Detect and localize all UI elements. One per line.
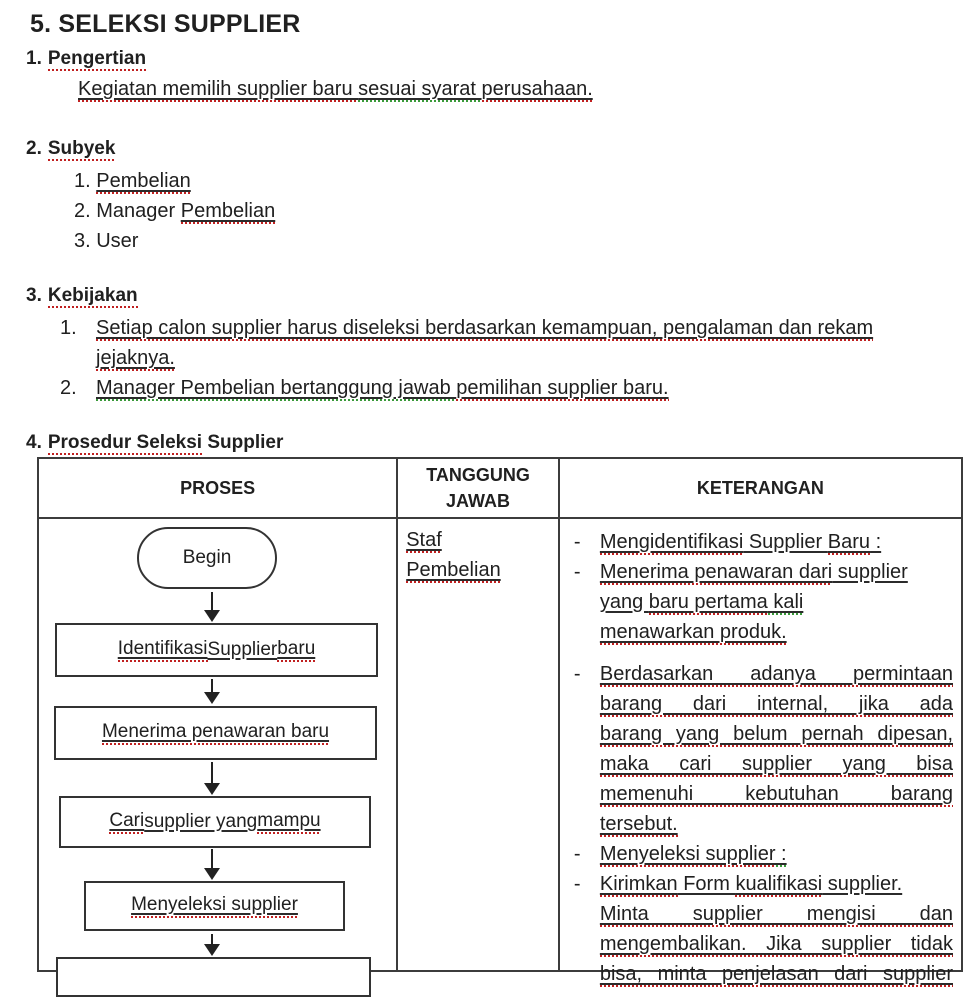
bullet-line: mengembalikan. Jika supplier tidak <box>599 933 953 955</box>
subyek-item: 1. Pembelian <box>74 170 191 192</box>
keterangan-cell <box>558 519 961 985</box>
flow-arrow <box>211 849 213 868</box>
keterangan-bullet <box>574 557 953 647</box>
bullet-line: yang baru pertama kali <box>599 591 804 613</box>
bullet-line: Mengidentifikasi Supplier Baru : <box>599 531 882 553</box>
bullet-line: Kirimkan Form kualifikasi supplier. <box>599 873 903 895</box>
section-heading-prosedur <box>26 432 283 454</box>
bullet-marker: - <box>573 873 581 895</box>
document-title: 5. SELEKSI SUPPLIER <box>30 10 301 38</box>
keterangan-bullet <box>574 869 953 989</box>
column-header-tanggung-jawab: TANGGUNG JAWAB <box>396 459 558 517</box>
bullet-line: tersebut. <box>599 813 678 835</box>
flow-terminator-begin: Begin <box>137 527 277 589</box>
pengertian-body: Kegiatan memilih supplier baru sesuai syarat perusahaan. <box>78 78 593 100</box>
flow-process-identifikasi-supplier-baru: Identifikasi Supplier baru <box>55 623 378 677</box>
procedure-table <box>37 457 963 985</box>
flow-process-cari-supplier-yang-mampu: Cari supplier yang mampu <box>59 796 371 848</box>
keterangan-bullet <box>574 527 953 557</box>
column-header-keterangan: KETERANGAN <box>558 459 961 517</box>
tanggung-jawab-cell <box>396 519 558 970</box>
bullet-line: maka cari supplier yang bisa <box>599 753 953 775</box>
bullet-marker: - <box>573 843 581 865</box>
kebijakan-list <box>60 313 873 403</box>
subyek-item: 3. User <box>74 230 139 252</box>
section-number: 2. <box>26 138 42 159</box>
subyek-item: 2. Manager Pembelian <box>74 200 276 222</box>
subyek-list <box>74 166 275 256</box>
bullet-marker: - <box>573 531 581 553</box>
keterangan-bullet <box>574 839 953 869</box>
flow-arrow <box>211 762 213 783</box>
item-number: 1. <box>60 317 77 339</box>
bullet-line: Menerima penawaran dari supplier <box>599 561 908 583</box>
section-number: 3. <box>26 285 42 306</box>
bullet-line: memenuhi kebutuhan barang <box>599 783 953 805</box>
flow-process-partial <box>56 957 371 997</box>
flow-process-menerima-penawaran-baru: Menerima penawaran baru <box>54 706 377 760</box>
flow-arrow <box>211 934 213 944</box>
flow-arrow <box>211 679 213 692</box>
bullet-line: bisa, minta penjelasan dari supplier <box>599 963 953 985</box>
section-heading-kebijakan <box>26 285 138 307</box>
section-label: Subyek <box>47 138 116 159</box>
section-heading-pengertian <box>26 48 146 70</box>
section-heading-subyek <box>26 138 115 160</box>
column-header-proses: PROSES <box>180 478 256 498</box>
keterangan-bullet <box>574 659 953 839</box>
bullet-line: Menyeleksi supplier : <box>599 843 787 865</box>
kebijakan-item-line: jejaknya. <box>96 347 175 369</box>
bullet-line: Minta supplier mengisi dan <box>599 903 953 925</box>
flow-process-menyeleksi-supplier: Menyeleksi supplier <box>84 881 345 931</box>
kebijakan-item-line: 1. Setiap calon supplier harus diseleksi berdasarkan kemampuan, pengalaman dan rekam <box>60 313 873 343</box>
section-number: 1. <box>26 48 42 69</box>
bullet-line: menawarkan produk. <box>599 621 787 643</box>
bullet-line: Berdasarkan adanya permintaan <box>599 663 953 685</box>
flow-arrow <box>211 592 213 610</box>
bullet-marker: - <box>573 561 581 583</box>
table-body-row <box>39 519 961 985</box>
bullet-line: barang dari internal, jika ada <box>599 693 953 715</box>
bullet-line: barang yang belum pernah dipesan, <box>599 723 953 745</box>
section-label: Prosedur Seleksi Supplier <box>47 432 284 453</box>
kebijakan-item-line: 2. Manager Pembelian bertanggung jawab pemilihan supplier baru. <box>60 373 873 403</box>
section-number: 4. <box>26 432 42 453</box>
item-number: 2. <box>60 377 77 399</box>
responsible-line: Staf <box>406 529 442 551</box>
section-label: Kebijakan <box>47 285 138 306</box>
responsible-line: Pembelian <box>406 559 501 581</box>
table-header-row <box>39 459 961 519</box>
flowchart-cell <box>39 519 396 970</box>
bullet-marker: - <box>573 663 581 685</box>
section-label: Pengertian <box>47 48 147 69</box>
